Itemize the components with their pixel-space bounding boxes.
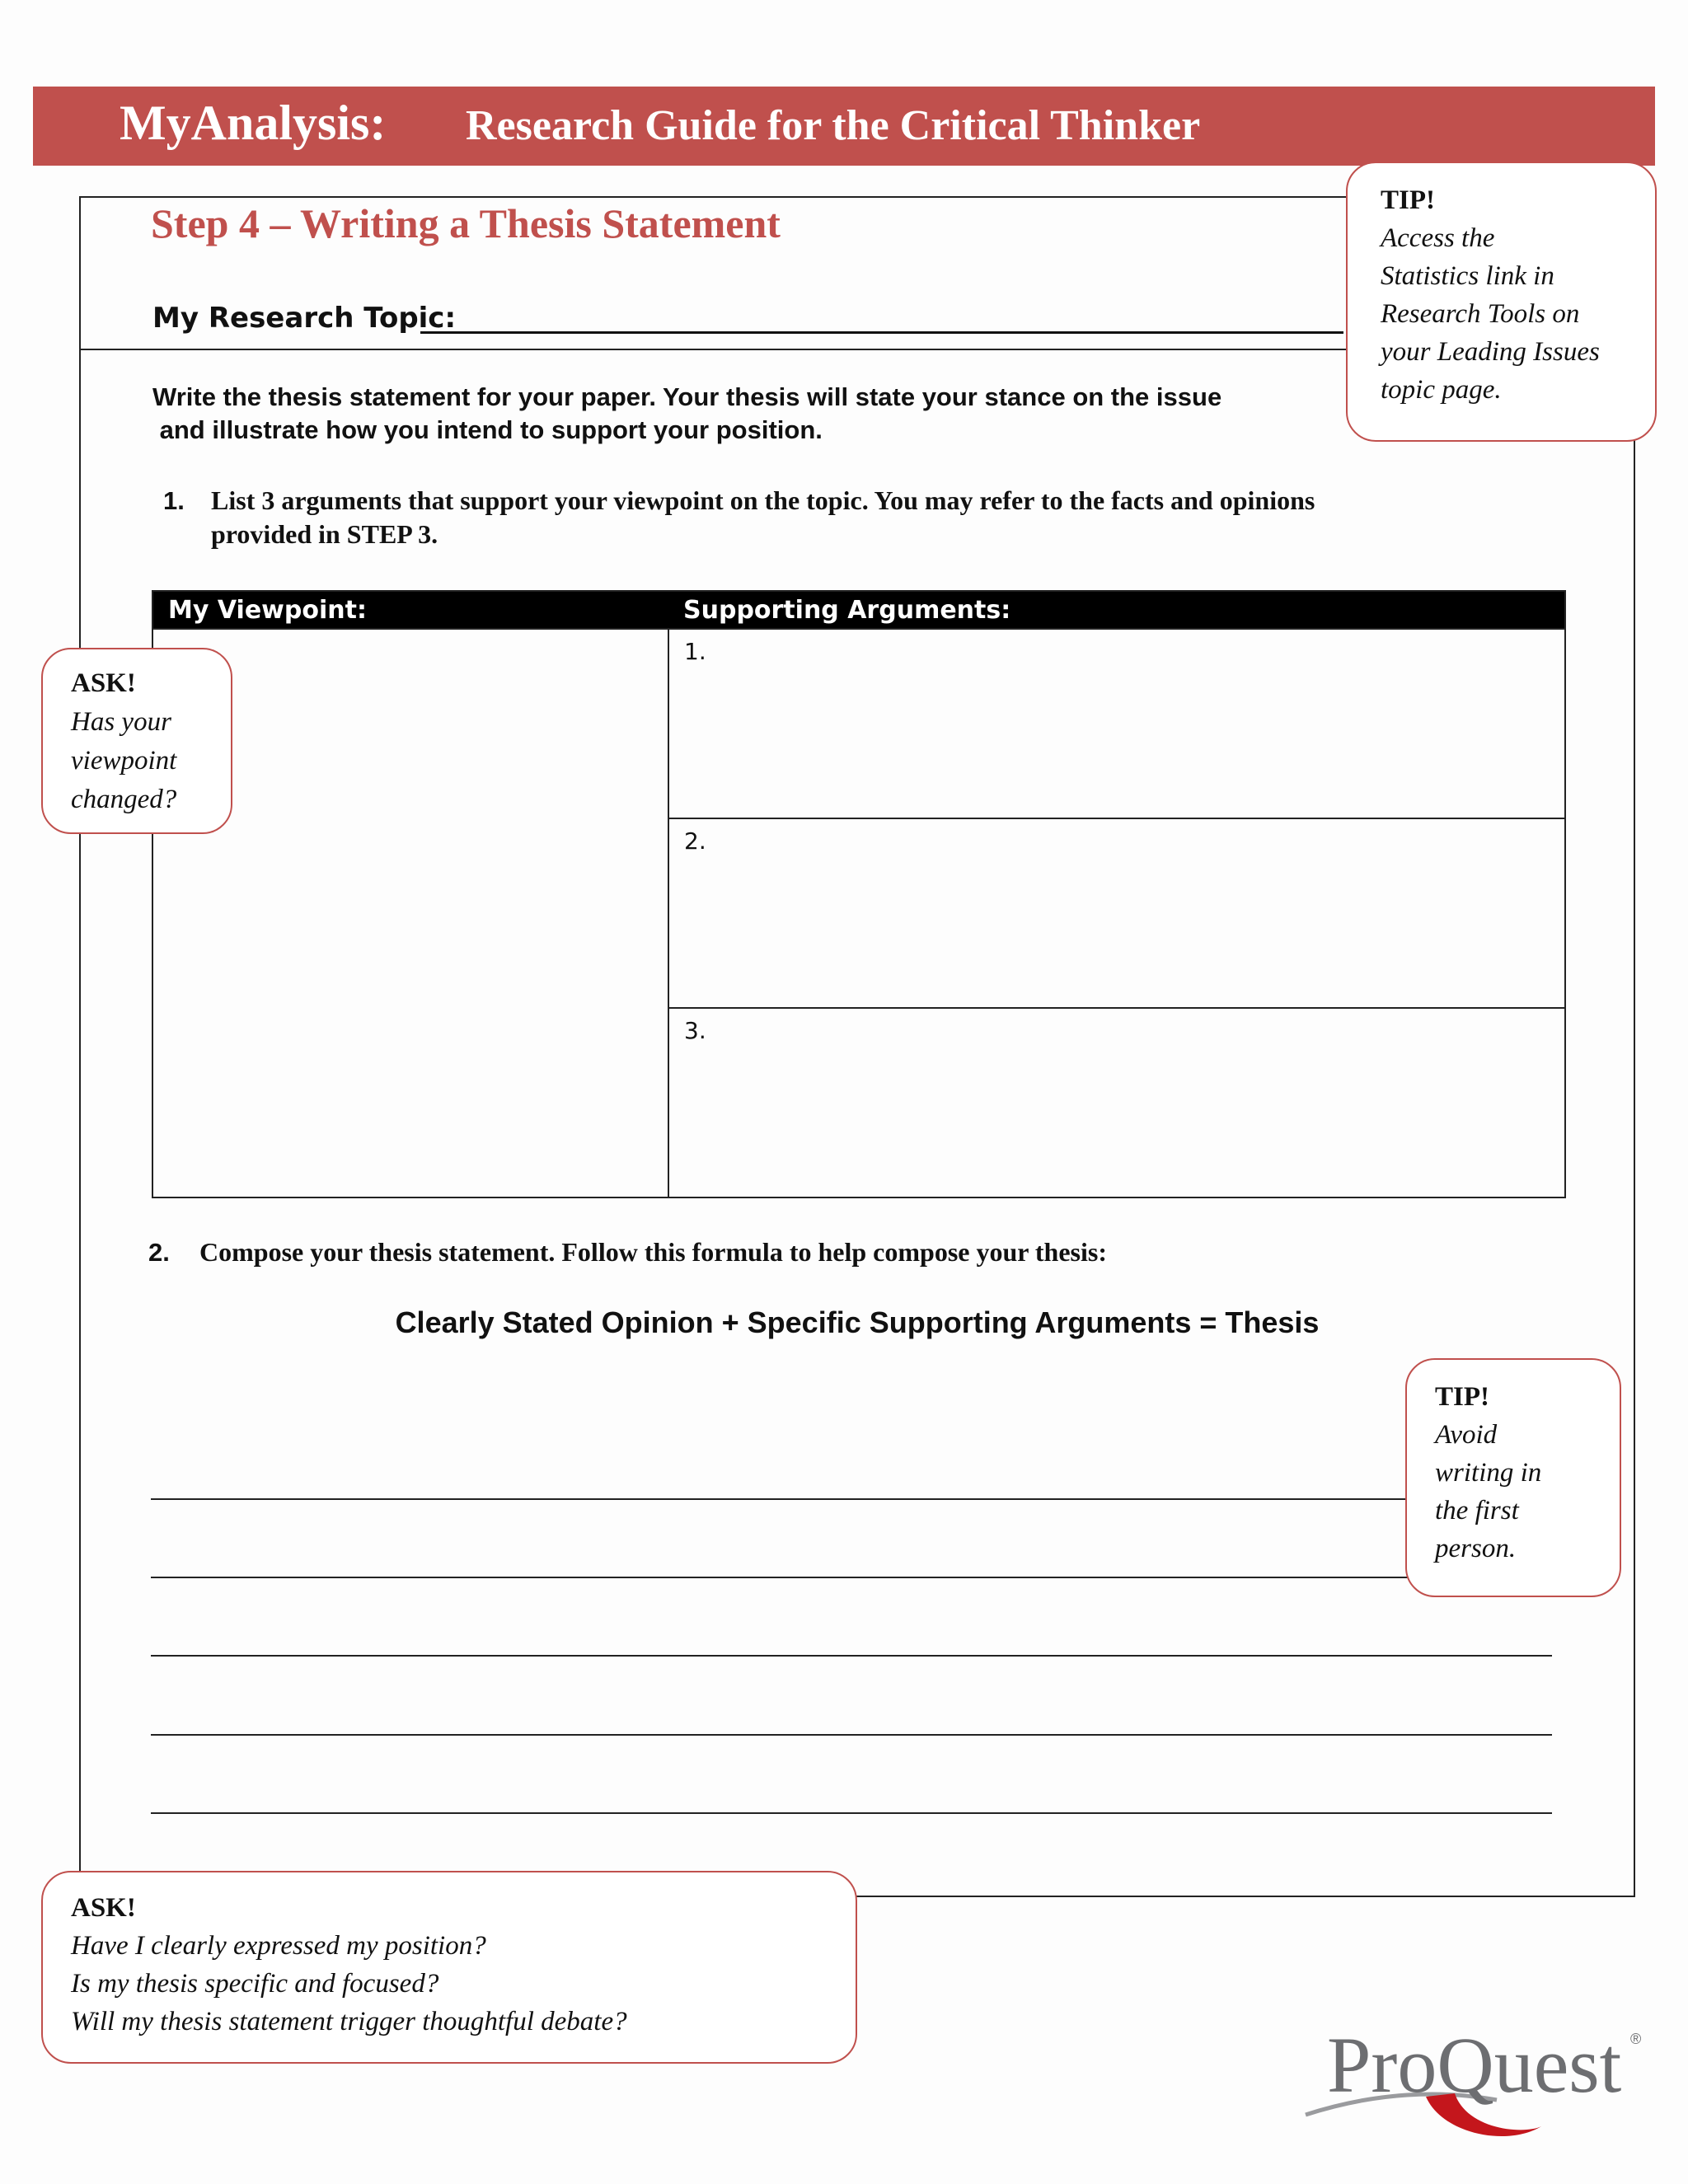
tip-statistics-callout	[1346, 162, 1657, 442]
logo-registered-mark: ®	[1630, 2031, 1642, 2047]
thesis-writing-line-5[interactable]	[151, 1812, 1552, 1814]
question-2-text: Compose your thesis statement. Follow this formula to help compose your thesis:	[199, 1237, 1107, 1267]
table-header-row	[152, 591, 1565, 629]
ask-viewpoint-callout	[41, 648, 232, 834]
viewpoint-table	[152, 590, 1566, 1198]
tip-statistics-line: Access the	[1381, 223, 1495, 253]
instructions-line-1: Write the thesis statement for your paper. Your thesis will state your stance on the issue	[152, 382, 1222, 411]
thesis-writing-line-1[interactable]	[151, 1498, 1420, 1500]
tip-first-person-line: Avoid	[1435, 1420, 1498, 1450]
table-row	[152, 629, 1565, 818]
tip-first-person-line: person.	[1435, 1534, 1517, 1563]
argument-cell-1[interactable]: 1.	[668, 629, 1565, 818]
instructions-line-2: and illustrate how you intend to support your position.	[152, 415, 823, 444]
argument-cell-2[interactable]: 2.	[668, 818, 1565, 1008]
tip-first-person-heading: TIP!	[1435, 1382, 1489, 1412]
ask-viewpoint-line: Has your	[71, 707, 171, 737]
ask-thesis-callout	[41, 1871, 857, 2064]
tip-first-person-line: the first	[1435, 1496, 1519, 1526]
proquest-logo	[1302, 2011, 1648, 2151]
thesis-writing-line-2[interactable]	[151, 1577, 1420, 1578]
question-2-number: 2.	[148, 1238, 170, 1267]
thesis-formula: Clearly Stated Opinion + Specific Supporting Arguments = Thesis	[395, 1305, 1320, 1339]
tip-statistics-line: Statistics link in	[1381, 261, 1554, 291]
header-divider	[81, 349, 1365, 350]
tip-first-person-callout	[1405, 1358, 1621, 1597]
tip-first-person-line: writing in	[1435, 1458, 1542, 1488]
ask-viewpoint-heading: ASK!	[71, 668, 136, 698]
question-1-line-2: provided in STEP 3.	[211, 519, 438, 549]
question-1-text	[211, 484, 1315, 551]
thesis-writing-line-4[interactable]	[151, 1734, 1552, 1736]
ask-thesis-line: Is my thesis specific and focused?	[71, 1969, 439, 1999]
ask-viewpoint-line: viewpoint	[71, 746, 177, 776]
step-title: Step 4 – Writing a Thesis Statement	[151, 200, 781, 246]
banner-brand: MyAnalysis:	[120, 96, 387, 150]
instructions	[152, 381, 1339, 447]
ask-thesis-line: Have I clearly expressed my position?	[71, 1931, 486, 1961]
ask-viewpoint-line: changed?	[71, 785, 177, 814]
ask-thesis-line: Will my thesis statement trigger thoughtful debate?	[71, 2007, 627, 2036]
column-header-viewpoint: My Viewpoint:	[152, 591, 668, 629]
banner-subtitle: Research Guide for the Critical Thinker	[466, 102, 1201, 149]
logo-wordmark: ProQuest	[1327, 2021, 1622, 2109]
column-header-arguments: Supporting Arguments:	[668, 591, 1565, 629]
tip-statistics-line: your Leading Issues	[1381, 337, 1600, 367]
argument-cell-3[interactable]: 3.	[668, 1008, 1565, 1197]
tip-statistics-line: Research Tools on	[1381, 299, 1580, 329]
question-1-line-1: List 3 arguments that support your viewpoint on the topic. You may refer to the facts and opinions	[211, 485, 1315, 515]
research-topic-label: My Research Topic:	[152, 302, 457, 335]
thesis-writing-line-3[interactable]	[151, 1655, 1552, 1657]
page-banner	[33, 87, 1655, 166]
tip-statistics-heading: TIP!	[1381, 185, 1435, 215]
ask-thesis-heading: ASK!	[71, 1893, 136, 1923]
tip-statistics-line: topic page.	[1381, 375, 1502, 405]
question-1-number: 1.	[163, 486, 185, 515]
research-topic-field[interactable]	[420, 331, 1343, 334]
